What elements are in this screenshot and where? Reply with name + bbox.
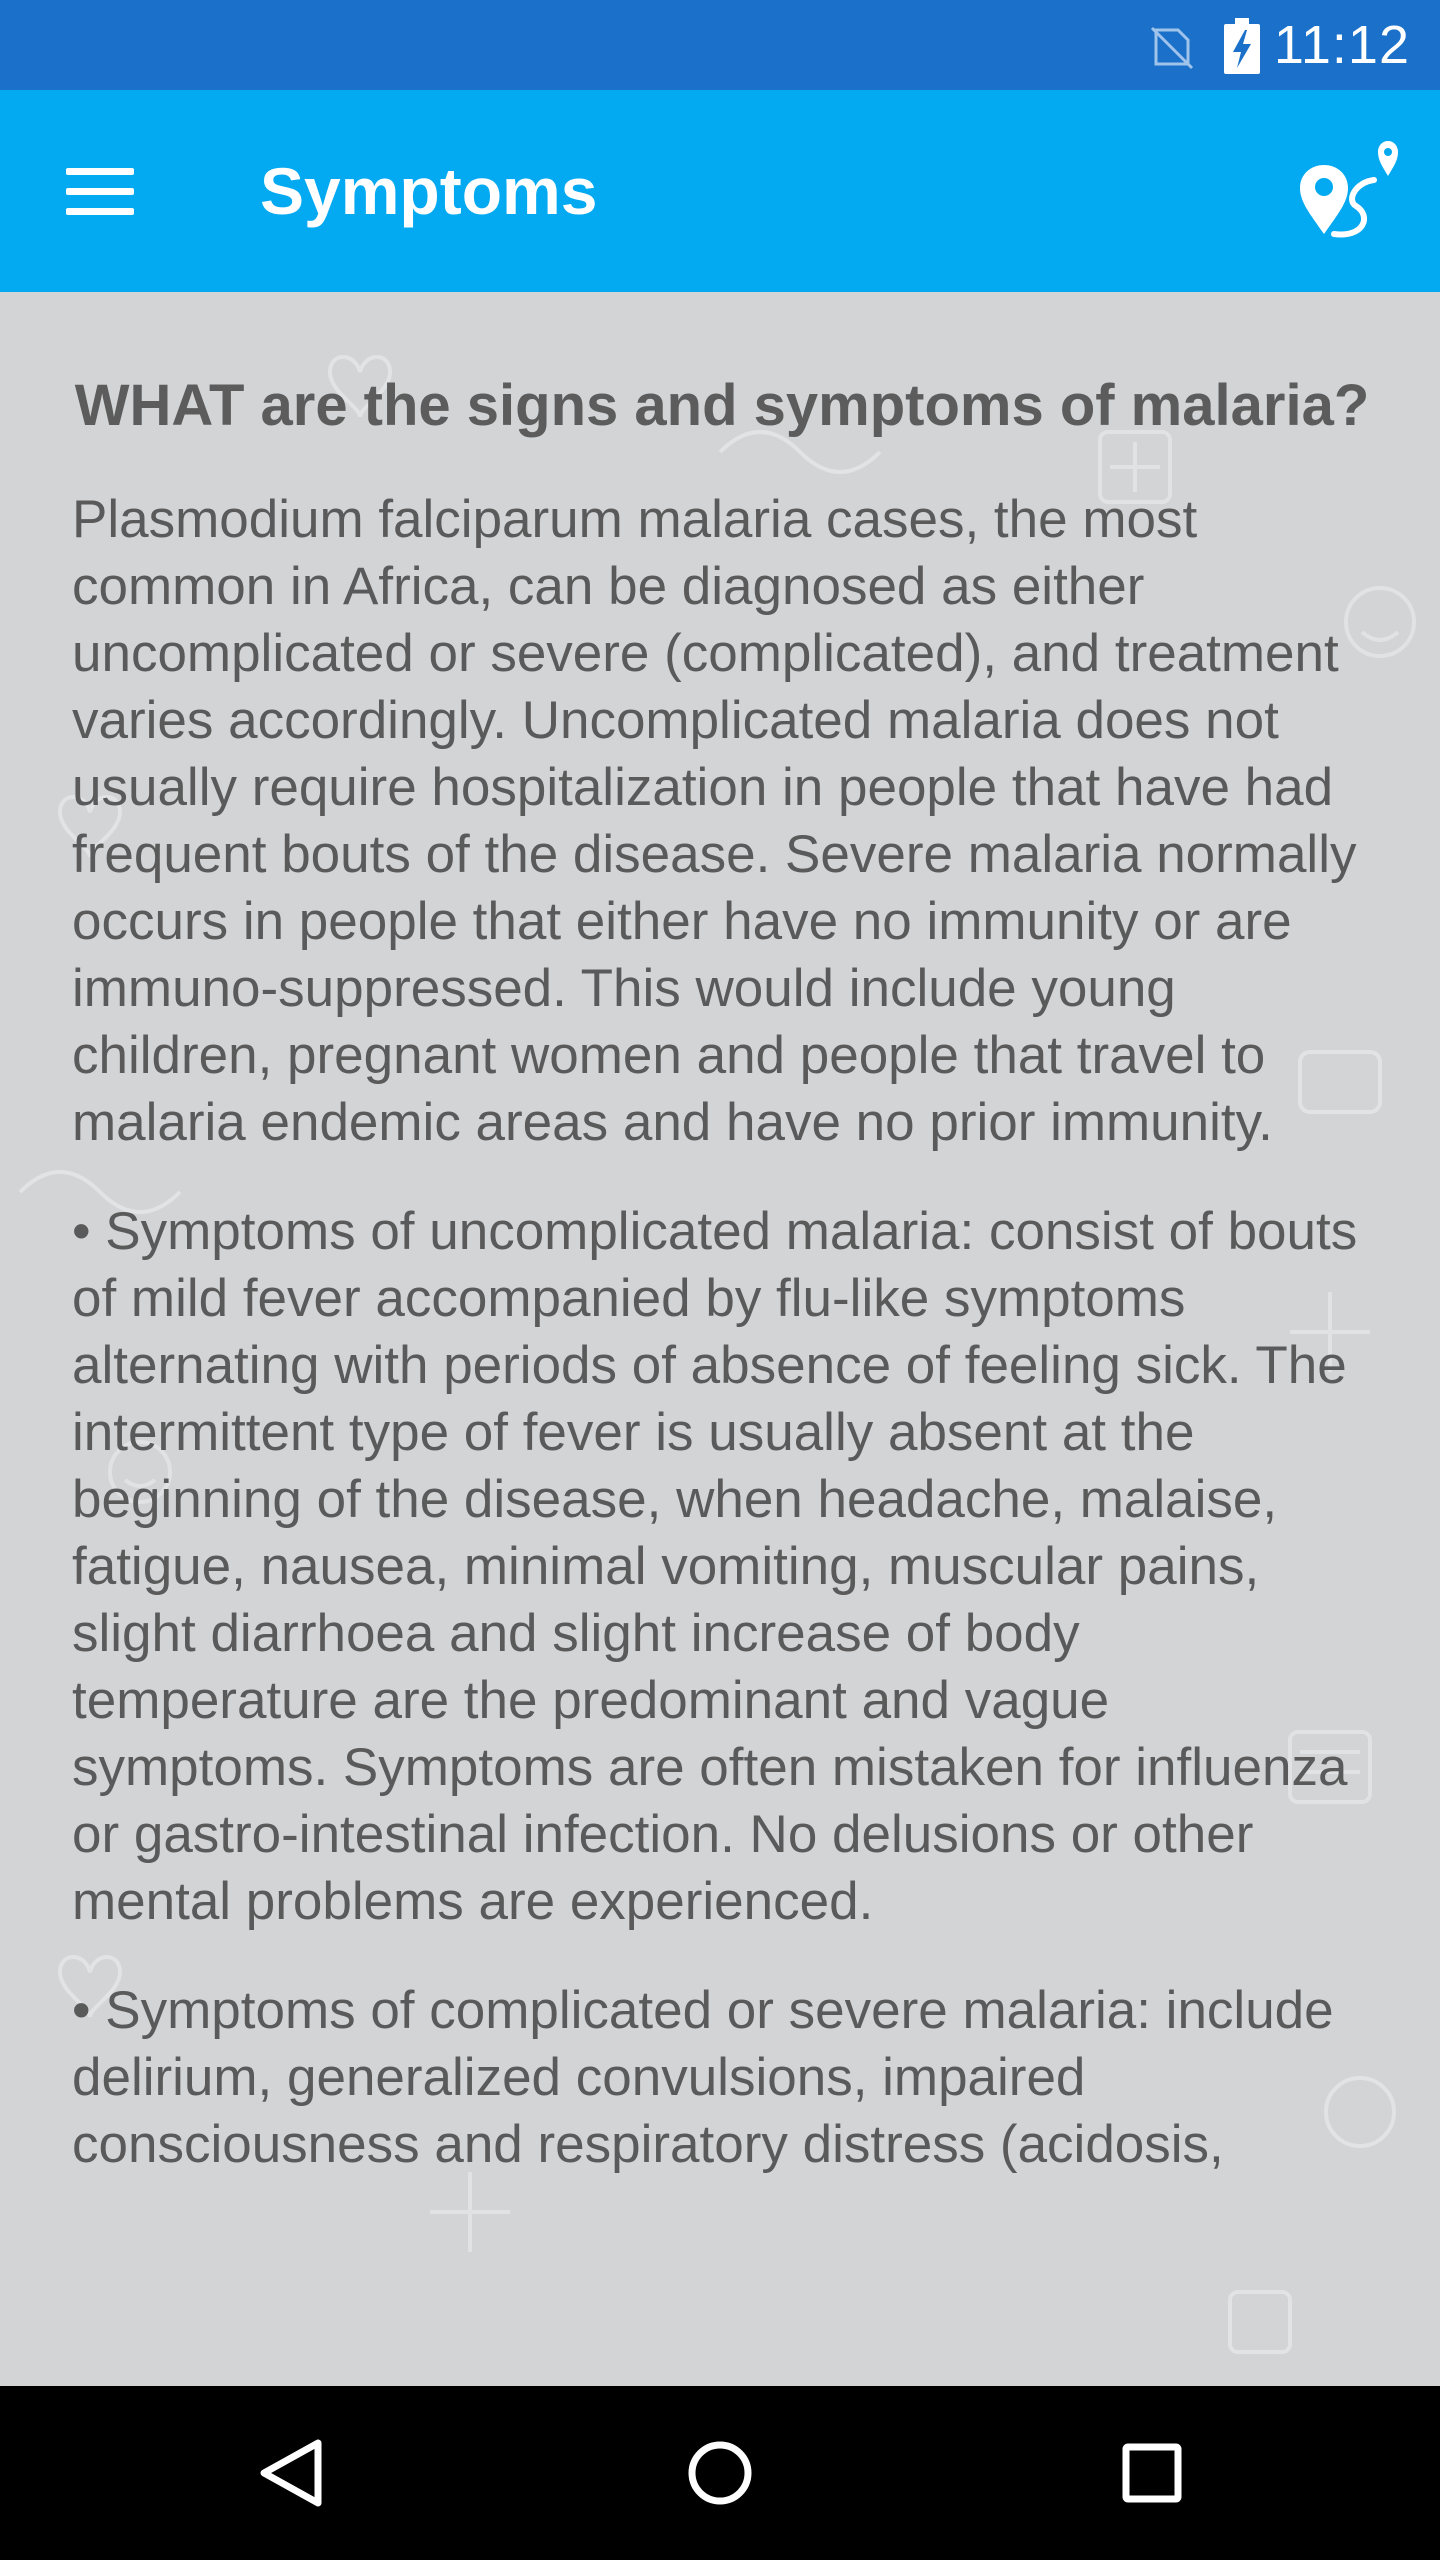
article-paragraph: • Symptoms of uncomplicated malaria: consist of bouts of mild fever accompanied by flu-like symptoms alternating with periods of absence of feeling sick. The intermittent type of fever is usually absent at the beginning of the disease, when headache, malaise, fatigue, nausea, minimal vomiting, muscular pains, slight diarrhoea and slight increase of body temperature are the predominant and vague symptoms. Symptoms are often mistaken for influenza or gastro-intestinal infection. No delusions or other mental problems are experienced. xyxy=(72,1202,1358,1931)
article-paragraph: Plasmodium falciparum malaria cases, the most common in Africa, can be diagnosed as either uncomplicated or severe (complicated), and treatment varies accordingly. Uncomplicated malaria does not usually require hospitalization in people that have had frequent bouts of the disease. Severe malaria normally occurs in people that either have no immunity or are immuno-suppressed. This would include young children, pregnant women and people that travel to malaria endemic areas and have no prior immunity. xyxy=(72,490,1357,1152)
navigation-bar xyxy=(0,2386,1440,2560)
recents-icon[interactable] xyxy=(1102,2423,1202,2523)
article-paragraph: • Symptoms of complicated or severe malaria: include delirium, generalized convulsions, impaired consciousness and respiratory distress (acidosis, xyxy=(72,1981,1334,2174)
menu-button[interactable] xyxy=(40,146,140,236)
map-route-icon[interactable] xyxy=(1290,130,1410,250)
article-heading: WHAT are the signs and symptoms of malaria? xyxy=(74,373,1370,438)
content-area[interactable] xyxy=(0,292,1440,2386)
home-icon[interactable] xyxy=(670,2423,770,2523)
battery-charging-icon xyxy=(1222,18,1262,74)
page-title: Symptoms xyxy=(260,154,598,228)
status-clock: 11:12 xyxy=(1273,15,1410,75)
article xyxy=(72,372,1372,2220)
app-bar xyxy=(0,90,1440,292)
no-sim-icon xyxy=(1148,24,1194,70)
back-icon[interactable] xyxy=(240,2423,340,2523)
status-bar xyxy=(0,0,1440,90)
